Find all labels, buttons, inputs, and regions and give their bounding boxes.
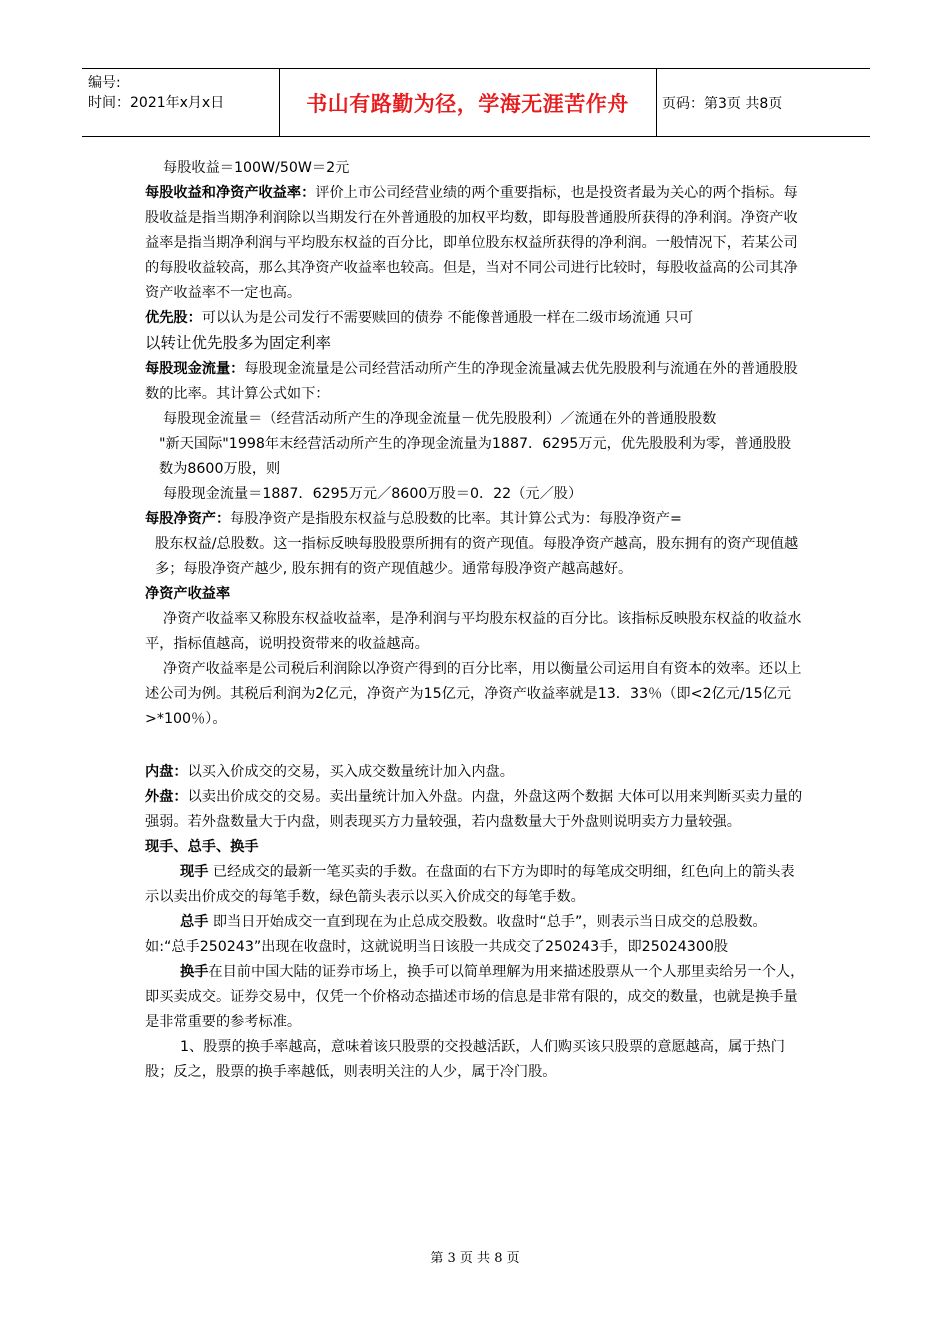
term: 每股净资产： — [145, 511, 231, 527]
term: 现手 — [180, 864, 209, 880]
paragraph-text: 可以认为是公司发行不需要赎回的债券 不能像普通股一样在二级市场流通 只可 — [201, 310, 694, 326]
paragraph-text: 以买入价成交的交易，买入成交数量统计加入内盘。 — [187, 764, 514, 780]
paragraph — [145, 860, 805, 910]
paragraph — [145, 407, 805, 432]
header-meta — [88, 73, 224, 113]
formula: 每股现金流量＝（经营活动所产生的净现金流量－优先股股利）／流通在外的普通股股数 — [163, 411, 717, 427]
page-footer: 第 3 页 共 8 页 — [430, 1251, 520, 1266]
date-label: 时间：2021年x月x日 — [88, 95, 225, 111]
page-header — [82, 68, 870, 137]
paragraph-text: 已经成交的最新一笔买卖的手数。在盘面的右下方为即时的每笔成交明细，红色向上的箭头表示以卖出价成交的每笔手数，绿色箭头表示以买入价成交的每笔手数。 — [145, 864, 795, 905]
term: 优先股： — [145, 310, 202, 326]
paragraph — [145, 507, 805, 532]
number-label: 编号: — [88, 75, 121, 91]
paragraph-text: 每股现金流量是公司经营活动所产生的净现金流量减去优先股股利与流通在外的普通股股数的比率。其计算公式如下： — [145, 361, 798, 402]
paragraph-text: 即当日开始成交一直到现在为止总成交股数。收盘时“总手”，则表示当日成交的总股数。如:“总手250243”出现在收盘时，这就说明当日该股一共成交了250243手，即25024300股 — [145, 914, 767, 955]
paragraph — [145, 306, 805, 357]
header-motto: 书山有路勤为径，学海无涯苦作舟 — [306, 91, 629, 116]
term: 每股收益和净资产收益率： — [145, 185, 316, 201]
paragraph-text: 在目前中国大陆的证券市场上，换手可以简单理解为用来描述股票从一个人那里卖给另一个人，即买卖成交。证券交易中，仅凭一个价格动态描述市场的信息是非常有限的，成交的数量，也就是换手量是非常重要的参考标准。 — [145, 964, 805, 1030]
header-divider — [656, 69, 657, 136]
paragraph — [145, 760, 805, 785]
section-heading: 现手、总手、换手 — [145, 839, 259, 855]
term: 总手 — [180, 914, 209, 930]
paragraph-text: 每股净资产是指股东权益与总股数的比率。其计算公式为：每股净资产= — [230, 511, 682, 527]
header-page-label: 页码：第3页 共8页 — [662, 96, 783, 112]
document-body — [145, 156, 805, 1085]
paragraph: 1、股票的换手率越高，意味着该只股票的交投越活跃，人们购买该只股票的意愿越高，属于热门股；反之，股票的换手率越低，则表明关注的人少，属于冷门股。 — [145, 1039, 785, 1080]
paragraph: 股东权益/总股数。这一指标反映每股股票所拥有的资产现值。每股净资产越高，股东拥有的资产现值越多；每股净资产越少, 股东拥有的资产现值越少。通常每股净资产越高越好。 — [155, 536, 799, 577]
term: 内盘： — [145, 764, 188, 780]
paragraph-text: 评价上市公司经营业绩的两个重要指标，也是投资者最为关心的两个指标。每股收益是指当期净利润除以当期发行在外普通股的加权平均数，即每股普通股所获得的净利润。净资产收益率是指当期净利润与平均股东权益的百分比，即单位股东权益所获得的净利润。一般情况下，若某公司的每股收益较高，那么其净资产收益率也较高。但是，当对不同公司进行比较时，每股收益高的公司其净资产收益率不一定也高。 — [145, 185, 798, 301]
paragraph — [145, 910, 805, 960]
paragraph: 净资产收益率是公司税后利润除以净资产得到的百分比率，用以衡量公司运用自有资本的效率。还以上述公司为例。其税后利润为2亿元，净资产为15亿元，净资产收益率就是13．33％（即<2亿元/15亿元>*100％）。 — [145, 661, 802, 727]
paragraph — [145, 960, 805, 1035]
paragraph-text: 以卖出价成交的交易。卖出量统计加入外盘。内盘，外盘这两个数据 大体可以用来判断买卖力量的强弱。若外盘数量大于内盘，则表现买方力量较强，若内盘数量大于外盘则说明卖方力量较强。 — [145, 789, 803, 830]
paragraph: "新天国际"1998年末经营活动所产生的净现金流量为1887．6295万元，优先股股利为零，普通股股数为8600万股，则 — [159, 436, 792, 477]
paragraph: 净资产收益率又称股东权益收益率，是净利润与平均股东权益的百分比。该指标反映股东权益的收益水平，指标值越高，说明投资带来的收益越高。 — [145, 611, 802, 652]
paragraph-text: 以转让优先股多为固定利率 — [145, 334, 332, 352]
paragraph — [145, 357, 805, 407]
term: 换手 — [180, 964, 209, 980]
formula: 每股现金流量＝1887．6295万元／8600万股＝0．22（元／股） — [163, 486, 583, 502]
paragraph — [145, 785, 805, 835]
paragraph — [145, 181, 805, 306]
paragraph: 每股收益＝100W/50W＝2元 — [163, 160, 350, 176]
term: 每股现金流量： — [145, 361, 245, 377]
section-heading: 净资产收益率 — [145, 586, 231, 602]
term: 外盘： — [145, 789, 188, 805]
